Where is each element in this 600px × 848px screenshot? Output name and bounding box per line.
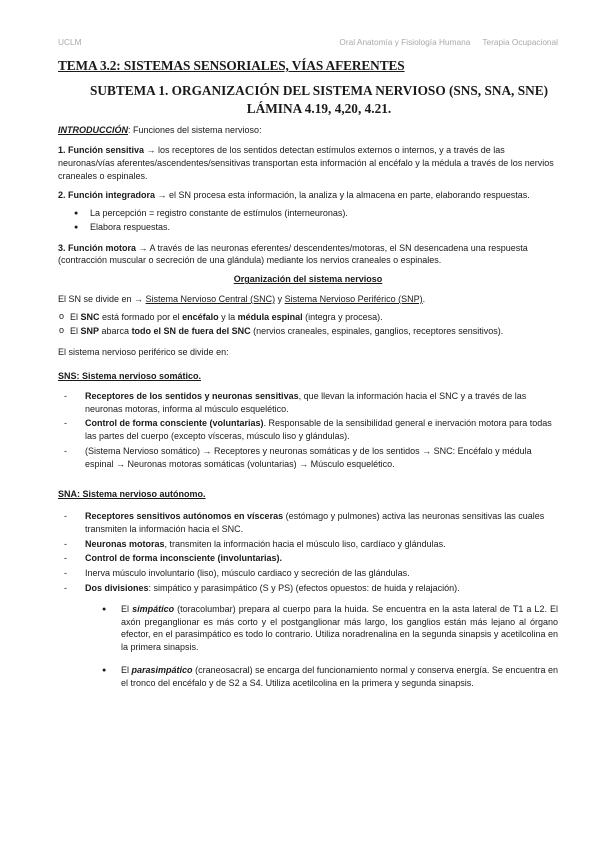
list-item	[58, 445, 558, 471]
function-motor-label: 3. Función motora	[58, 242, 137, 253]
list-item	[58, 552, 558, 565]
function-integrative	[58, 189, 558, 202]
text: El	[70, 311, 81, 322]
document-subtitle	[58, 82, 558, 117]
subtitle-line-2: LÁMINA 4.19, 4,20, 4.21.	[246, 100, 392, 116]
document-title: TEMA 3.2: SISTEMAS SENSORIALES, VÍAS AFERENTES	[58, 58, 405, 73]
subtitle-line-1: SUBTEMA 1. ORGANIZACIÓN DEL SISTEMA NERVIOSO (SNS, SNA, SNE)	[89, 82, 548, 98]
integrative-bullets	[58, 207, 558, 234]
intro-paragraph	[58, 124, 558, 137]
header-institution: UCLM	[58, 37, 82, 47]
text-bold-italic: simpático	[132, 603, 175, 614]
text: (Sistema Nervioso somático) → Receptores y neuronas somáticas y de los sentidos → SNC: Encéfalo y médula espinal → Neuronas motoras somáticas (voluntarias) → Músculo esquelético.	[85, 445, 532, 469]
text: El	[70, 326, 81, 337]
text-bold: SNP	[80, 326, 100, 337]
document-body	[58, 58, 558, 699]
text: El	[121, 664, 132, 675]
text: (integra y procesa).	[302, 311, 383, 322]
text-bold: Neuronas motoras	[85, 538, 165, 549]
function-integrative-label: 2. Función integradora	[58, 190, 156, 201]
org-intro-end: .	[422, 293, 426, 304]
text: (estómago y pulmones) activa las neuronas sensitivas las cuales transmiten la información hacia el SNC.	[85, 511, 545, 534]
text: (toracolumbar) prepara al cuerpo para la huida. Se encuentra en la asta lateral de T1 a L2. El axón preganglionar es más corto y el postganglionar más largo, los ganglios están más lejano al órgano efector, en el parasimpático es todo lo contrario. Utiliza noradrenalina en la segunda sinapsis y acetilcolina en la primera sinapsis.	[121, 603, 558, 653]
org-heading: Organización del sistema nervioso	[233, 274, 383, 285]
list-item	[58, 567, 558, 580]
text-bold: médula espinal	[237, 311, 303, 322]
list-item: ● La percepción = registro constante de estímulos (interneuronas).	[58, 207, 558, 220]
sna-list	[58, 510, 558, 595]
function-motor-text: → A través de las neuronas eferentes/ descendentes/motoras, el SN desencadena una respuesta (contracción muscular o secreción de una glándula) mediante los nervios craneales o espinales.	[58, 242, 528, 266]
sna-divisions	[58, 603, 558, 690]
org-list	[58, 311, 558, 339]
text: está formado por el	[99, 311, 183, 322]
text: El	[121, 603, 133, 614]
header-degree: Terapia Ocupacional	[482, 37, 558, 47]
list-item	[58, 390, 558, 416]
list-item	[58, 664, 558, 690]
snp-divides: El sistema nervioso periférico se divide en:	[58, 347, 229, 358]
text: . Responsable de la sensibilidad general e inervación motora para todas las partes del cuerpo (excepto vísceras, músculo liso y glándulas).	[85, 418, 552, 442]
text: y la	[218, 311, 238, 322]
text: (nervios craneales, espinales, ganglios, receptores sensitivos).	[250, 326, 504, 337]
text-bold: SNC	[80, 311, 100, 322]
text: , que llevan la información hacia el SNC y a través de las neuronas motoras, informa al músculo esquelético.	[85, 390, 527, 414]
sns-list	[58, 390, 558, 471]
text-bold: Control de forma inconsciente (involuntarias).	[85, 553, 283, 564]
org-intro-text: El SN se divide en →	[58, 293, 146, 304]
text-bold: encéfalo	[182, 311, 219, 322]
function-sensitive	[58, 144, 558, 182]
text: , transmiten la información hacia el músculo liso, cardíaco y glándulas.	[164, 538, 446, 549]
function-integrative-text: → el SN procesa esta información, la analiza y la almacena en parte, elaborando respuestas.	[155, 190, 530, 201]
intro-label: INTRODUCCIÓN	[58, 125, 128, 136]
text-bold-italic: parasimpático	[131, 664, 193, 675]
text: : simpático y parasimpático (S y PS) (efectos opuestos: de huida y relajación).	[148, 582, 460, 593]
org-intro-conj: y	[275, 293, 285, 304]
header-course: Oral Anatomía y Fisiología Humana	[339, 37, 471, 47]
list-item	[58, 325, 558, 338]
sns-heading: SNS: Sistema nervioso somático.	[58, 371, 202, 382]
text-bold: todo el SN de fuera del SNC	[131, 326, 251, 337]
intro-text: : Funciones del sistema nervioso:	[128, 125, 262, 136]
text-bold: Receptores de los sentidos y neuronas sensitivas	[85, 390, 299, 401]
text: (craneosacral) se encarga del funcionamiento normal y conserva energía. Se encuentra en el tronco del encéfalo y de S2 a S4. Utiliza acetilcolina en la primera y segunda sinapsis.	[121, 664, 558, 688]
text: abarca	[99, 326, 132, 337]
function-sensitive-label: 1. Función sensitiva	[58, 145, 145, 156]
list-item	[58, 538, 558, 551]
text-bold: Dos divisiones	[85, 582, 149, 593]
sna-heading: SNA: Sistema nervioso autónomo.	[58, 489, 206, 500]
snp-term: Sistema Nervioso Periférico (SNP)	[284, 293, 423, 304]
snc-term: Sistema Nervioso Central (SNC)	[145, 293, 276, 304]
list-item	[58, 603, 558, 654]
function-sensitive-text: → los receptores de los sentidos detectan estímulos externos o internos, y a través de las neuronas/vías aferentes/ascendentes/sensitivas transportan esta información al encéfalo y la médula a través de los nervios craneales o espinales.	[58, 145, 554, 181]
list-item	[58, 311, 558, 324]
list-item: ● Elabora respuestas.	[58, 221, 558, 234]
text-bold: Control de forma consciente (voluntarias)	[85, 418, 264, 429]
list-item	[58, 582, 558, 595]
list-item	[58, 417, 558, 443]
function-motor	[58, 242, 558, 268]
header-course-info	[339, 37, 558, 49]
text: Inerva músculo involuntario (liso), músculo cardiaco y secreción de las glándulas.	[85, 568, 410, 579]
text-bold: Receptores sensitivos autónomos en vísceras	[85, 511, 284, 522]
org-intro	[58, 293, 558, 306]
list-item	[58, 510, 558, 536]
